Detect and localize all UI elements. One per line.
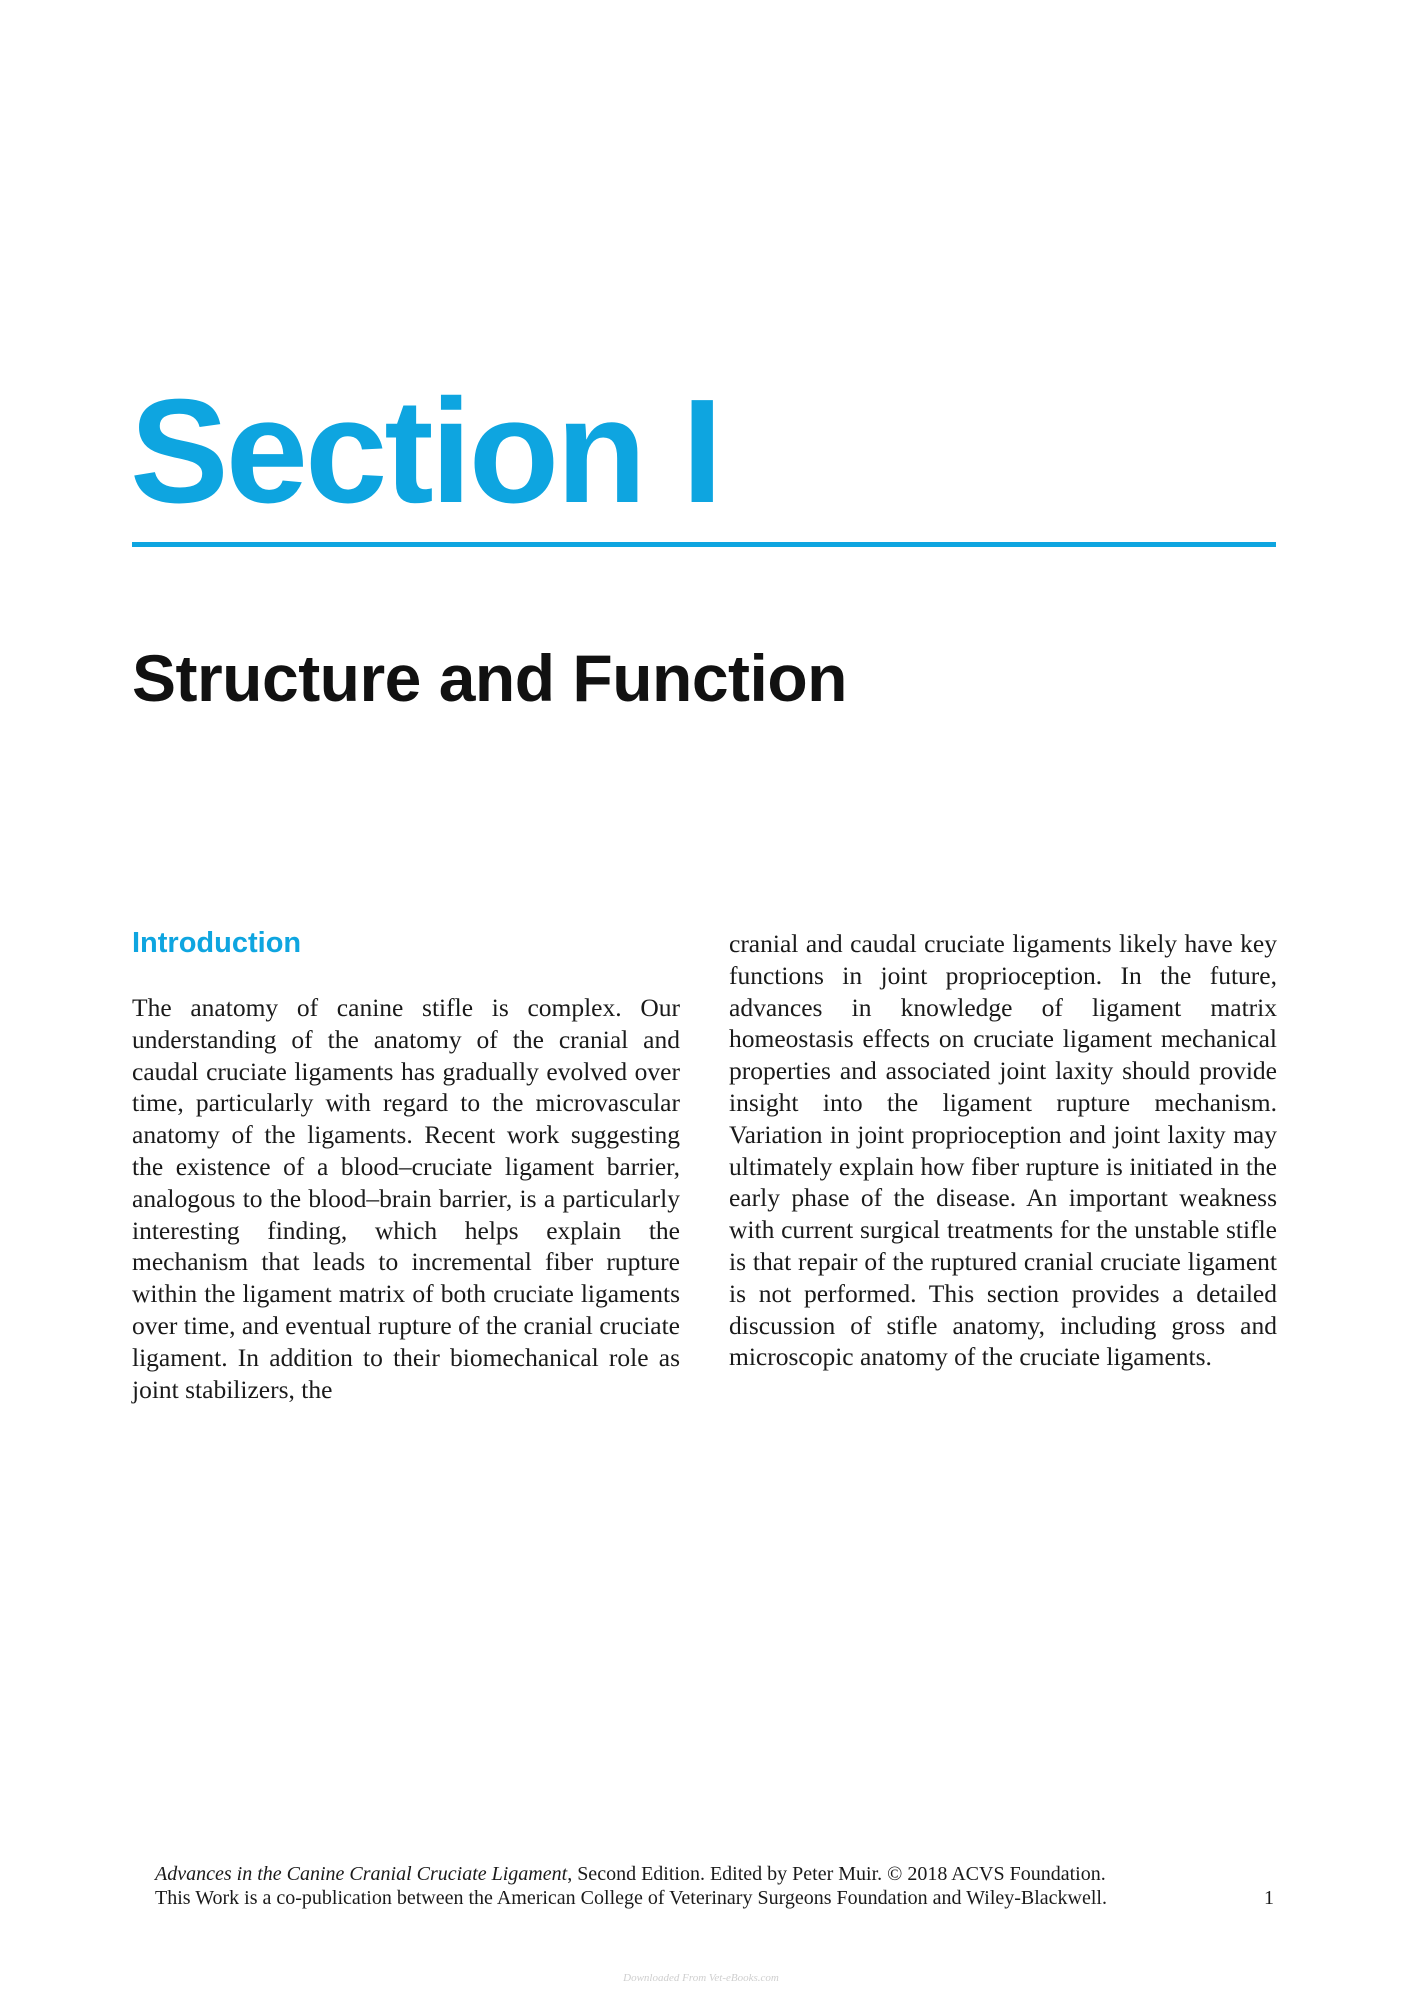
page-number: 1: [1264, 1887, 1274, 1909]
section-title-rule: [132, 542, 1276, 547]
section-subtitle: Structure and Function: [132, 641, 847, 715]
section-title: Section I: [130, 369, 720, 534]
footer-line-2: This Work is a co-publication between the American College of Veterinary Surgeons Foundation and Wiley-Blackwell.: [155, 1887, 1107, 1909]
introduction-heading: Introduction: [132, 927, 302, 959]
introduction-left-column: The anatomy of canine stifle is complex. Our understanding of the anatomy of the cranial and caudal cruciate ligaments has gradually evolved over time, particularly with regard to the microvascular anatomy of the ligaments. Recent work suggesting the existence of a blood–cruciate ligament barrier, analogous to the blood–brain barrier, is a particularly interesting finding, which helps explain the mechanism that leads to incremental fiber rupture within the ligament matrix of both cruciate ligaments over time, and eventual rupture of the cranial cruciate ligament. In addition to their biomechanical role as joint stabilizers, the: [132, 993, 680, 1404]
footer-book-title: Advances in the Canine Cranial Cruciate Ligament: [155, 1863, 568, 1885]
footer-line-1: [155, 1862, 1275, 1886]
copyright-footer: [155, 1862, 1275, 1910]
introduction-right-column: cranial and caudal cruciate ligaments likely have key functions in joint proprioception. In the future, advances in knowledge of ligament matrix homeostasis effects on cruciate ligament mechanical properties and associated joint laxity should provide insight into the ligament rupture mechanism. Variation in joint proprioception and joint laxity may ultimately explain how fiber rupture is initiated in the early phase of the disease. An important weakness with current surgical treatments for the unstable stifle is that repair of the ruptured cranial cruciate ligament is not performed. This section provides a detailed discussion of stifle anatomy, including gross and microscopic anatomy of the cruciate ligaments.: [729, 929, 1277, 1372]
footer-edition-info: , Second Edition. Edited by Peter Muir. © 2018 ACVS Foundation.: [567, 1863, 1106, 1885]
download-watermark: Downloaded From Vet-eBooks.com: [623, 1972, 779, 1984]
